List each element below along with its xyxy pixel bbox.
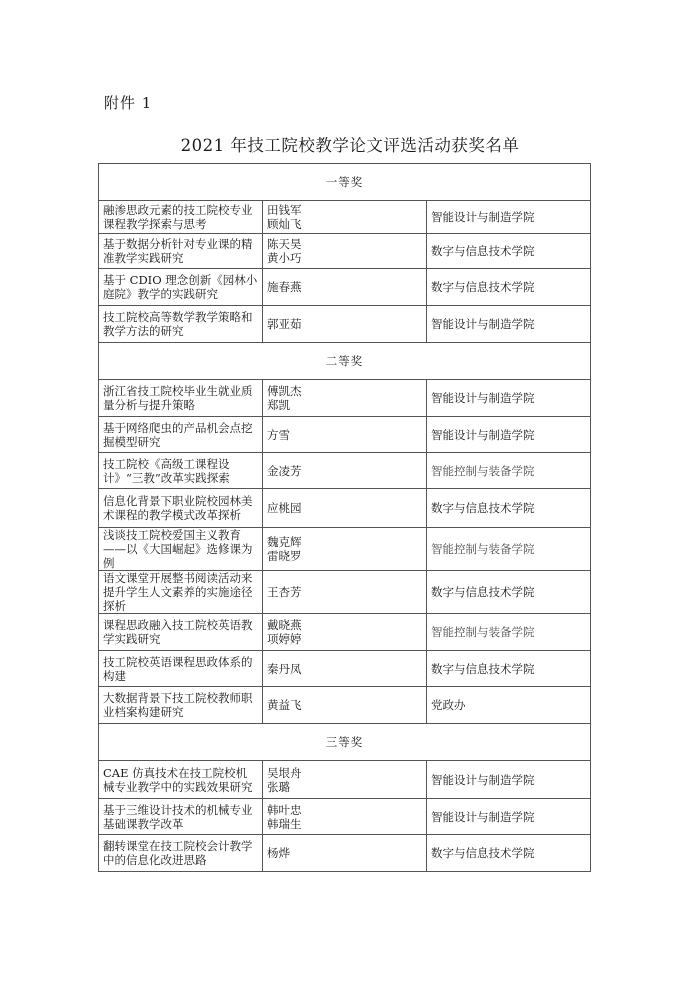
- section-heading: 三等奖: [99, 724, 591, 761]
- paper-title: 技工院校高等数学教学策略和教学方法的研究: [99, 306, 263, 343]
- college-name: 数字与信息技术学院: [427, 234, 591, 269]
- author-name: 黄益飞: [267, 698, 302, 712]
- section-heading: 一等奖: [99, 164, 591, 201]
- author-name: 魏克辉: [267, 535, 302, 549]
- table-row: [99, 306, 591, 343]
- author-name: 陈天昊: [267, 237, 302, 251]
- award-table-body: [99, 164, 591, 872]
- paper-title: 大数据背景下技工院校教师职业档案构建研究: [99, 687, 263, 724]
- college-name: 数字与信息技术学院: [427, 571, 591, 614]
- authors-cell: [263, 799, 427, 835]
- college-name: 智能设计与制造学院: [427, 761, 591, 799]
- college-name: 数字与信息技术学院: [427, 651, 591, 687]
- author-name: 郑凯: [267, 398, 290, 412]
- table-row: [99, 380, 591, 417]
- table-row: [99, 651, 591, 687]
- paper-title: CAE 仿真技术在技工院校机械专业教学中的实践效果研究: [99, 761, 263, 799]
- college-name: 党政办: [427, 687, 591, 724]
- attachment-label: 附件 1: [104, 94, 153, 112]
- authors-cell: [263, 761, 427, 799]
- table-row: [99, 614, 591, 651]
- author-name: 吴垠舟: [267, 765, 302, 780]
- paper-title: 基于三维设计技术的机械专业基础课教学改革: [99, 799, 263, 835]
- college-name: 智能设计与制造学院: [427, 306, 591, 343]
- authors-cell: [263, 571, 427, 614]
- authors-cell: [263, 835, 427, 872]
- author-name: 雷晓罗: [267, 549, 302, 563]
- authors-cell: [263, 489, 427, 528]
- table-row: [99, 269, 591, 306]
- college-name: 智能控制与装备学院: [427, 528, 591, 571]
- paper-title: 融渗思政元素的技工院校专业课程教学探索与思考: [99, 201, 263, 234]
- section-row: [99, 343, 591, 380]
- author-name: 秦丹凤: [267, 661, 302, 676]
- authors-cell: [263, 234, 427, 269]
- table-row: [99, 799, 591, 835]
- college-name: 智能控制与装备学院: [427, 614, 591, 651]
- table-row: [99, 571, 591, 614]
- college-name: 智能控制与装备学院: [427, 453, 591, 489]
- section-row: [99, 164, 591, 201]
- authors-cell: [263, 306, 427, 343]
- table-row: [99, 489, 591, 528]
- authors-cell: [263, 687, 427, 724]
- table-row: [99, 417, 591, 453]
- authors-cell: [263, 417, 427, 453]
- paper-title: 语文课堂开展整书阅读活动来提升学生人文素养的实施途径 探析: [99, 571, 263, 614]
- table-row: [99, 761, 591, 799]
- college-name: 智能设计与制造学院: [427, 799, 591, 835]
- paper-title: 课程思政融入技工院校英语教学实践研究: [99, 614, 263, 651]
- authors-cell: [263, 453, 427, 489]
- college-name: 智能设计与制造学院: [427, 380, 591, 417]
- author-name: 傅凯杰: [267, 384, 302, 398]
- authors-cell: [263, 201, 427, 234]
- paper-title: 信息化背景下职业院校园林美术课程的教学模式改革探析: [99, 489, 263, 528]
- section-heading: 二等奖: [99, 343, 591, 380]
- document-title: 2021 年技工院校教学论文评选活动获奖名单: [180, 136, 520, 155]
- section-row: [99, 724, 591, 761]
- authors-cell: [263, 614, 427, 651]
- college-name: 数字与信息技术学院: [427, 269, 591, 306]
- authors-cell: [263, 651, 427, 687]
- author-name: 施春燕: [267, 280, 302, 294]
- table-row: [99, 528, 591, 571]
- paper-title: 基于数据分析针对专业课的精准教学实践研究: [99, 234, 263, 269]
- authors-cell: [263, 269, 427, 306]
- author-name: 王杏芳: [267, 585, 302, 599]
- author-name: 韩瑞生: [267, 816, 302, 831]
- author-name: 杨烨: [267, 846, 290, 860]
- author-name: 张璐: [267, 779, 290, 794]
- author-name: 韩叶忠: [267, 802, 302, 817]
- college-name: 智能设计与制造学院: [427, 201, 591, 234]
- college-name: 数字与信息技术学院: [427, 489, 591, 528]
- author-name: 黄小巧: [267, 251, 302, 265]
- author-name: 郭亚茹: [267, 317, 302, 331]
- paper-title: 浙江省技工院校毕业生就业质量分析与提升策略: [99, 380, 263, 417]
- author-name: 戴晓燕: [267, 618, 302, 632]
- paper-title: 浅谈技工院校爱国主义教育——以《大国崛起》选修课为例: [99, 528, 263, 571]
- college-name: 智能设计与制造学院: [427, 417, 591, 453]
- table-row: [99, 201, 591, 234]
- table-row: [99, 687, 591, 724]
- paper-title: 技工院校《高级工课程设计》“三教”改革实践探索: [99, 453, 263, 489]
- author-name: 项婷婷: [267, 632, 302, 646]
- table-row: [99, 234, 591, 269]
- paper-title: 翻转课堂在技工院校会计教学中的信息化改进思路: [99, 835, 263, 872]
- table-row: [99, 835, 591, 872]
- paper-title: 基于网络爬虫的产品机会点挖掘模型研究: [99, 417, 263, 453]
- authors-cell: [263, 528, 427, 571]
- author-name: 方雪: [267, 427, 290, 442]
- authors-cell: [263, 380, 427, 417]
- author-name: 金凌芳: [267, 463, 302, 478]
- college-name: 数字与信息技术学院: [427, 835, 591, 872]
- paper-title: 基于 CDIO 理念创新《园林小庭院》教学的实践研究: [99, 269, 263, 306]
- author-name: 田钱军: [267, 203, 302, 217]
- award-table: [98, 163, 591, 872]
- author-name: 顾灿飞: [267, 217, 302, 231]
- table-row: [99, 453, 591, 489]
- paper-title: 技工院校英语课程思政体系的构建: [99, 651, 263, 687]
- author-name: 应桃园: [267, 501, 302, 515]
